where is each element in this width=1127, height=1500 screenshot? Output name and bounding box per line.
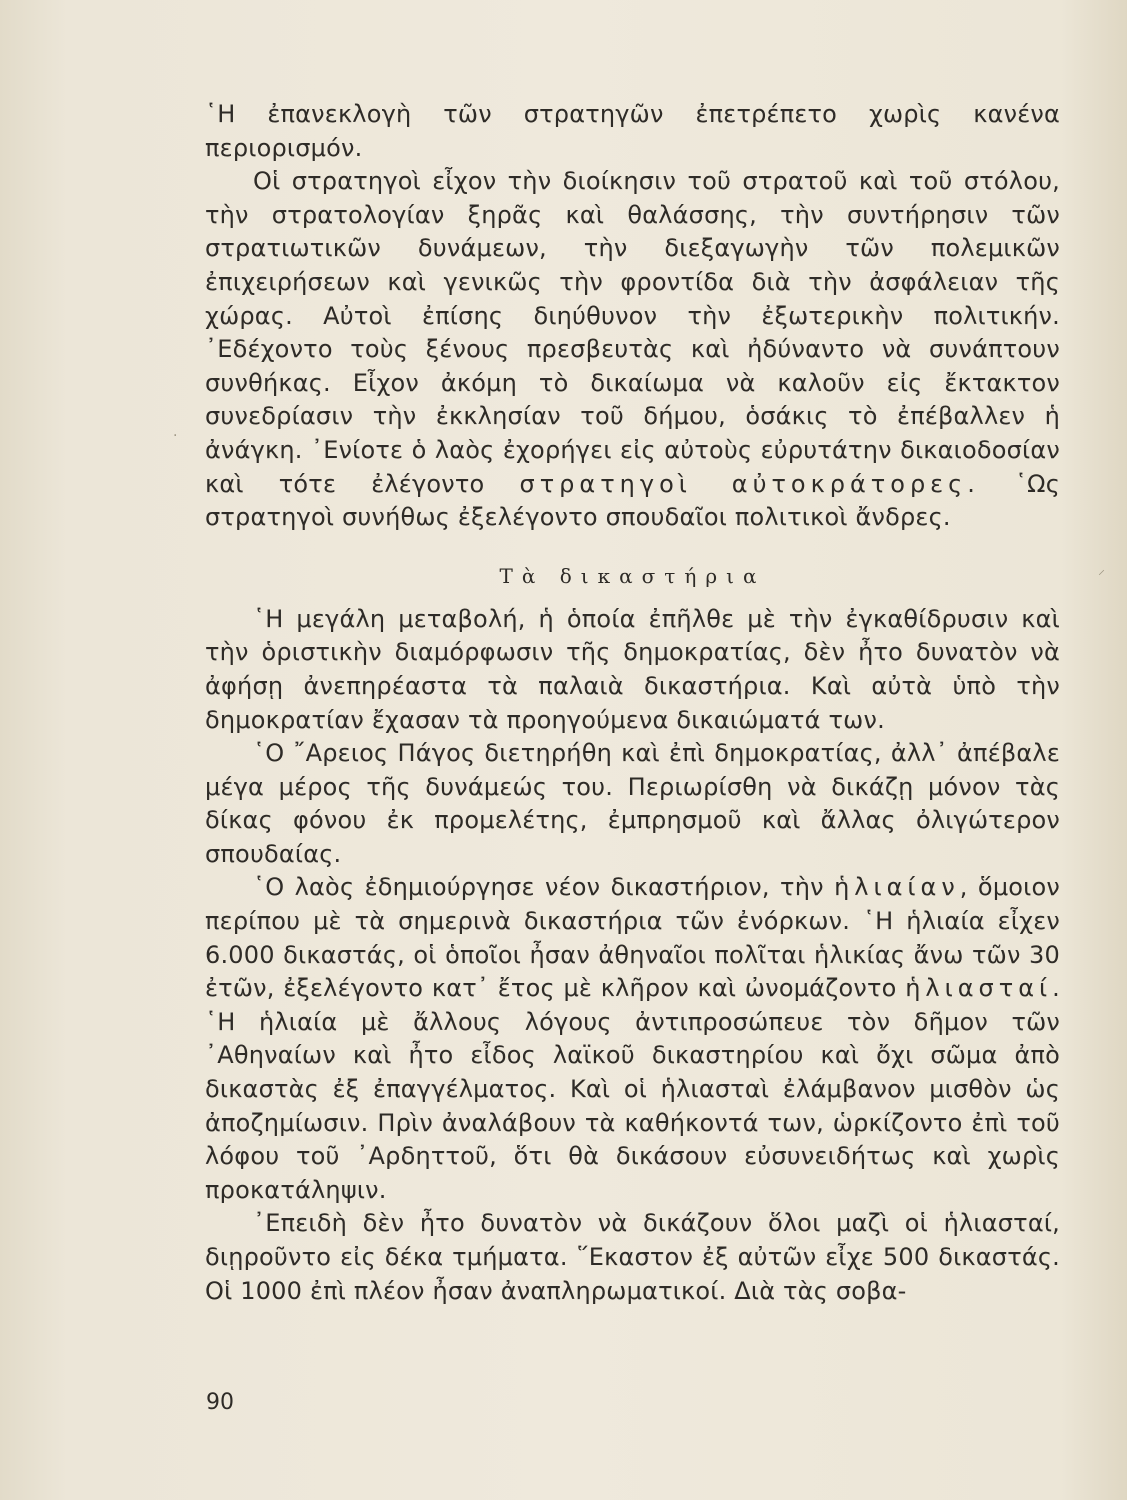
paragraph-5 xyxy=(205,871,1060,1207)
paragraph-3: ῾Η μεγάλη μεταβολή, ἡ ὁποία ἐπῆλθε μὲ τὴν ἐγκαθίδρυσιν καὶ τὴν ὁριστικὴν διαμόρφωσιν τῆς δημοκρατίας, δὲν ἦτο δυνατὸν νὰ ἀφήσῃ ἀνεπηρέαστα τὰ παλαιὰ δικαστήρια. Καὶ αὐτὰ ὑπὸ τὴν δημοκρατίαν ἔχασαν τὰ προηγούμενα δικαιώματά των. xyxy=(205,604,1060,734)
paragraph-5-part-1: ῾Ο λαὸς ἐδημιούργησε νέον δικαστήριον, τὴν xyxy=(253,873,824,902)
paragraph-2-text: Οἱ στρατηγοὶ εἶχον τὴν διοίκησιν τοῦ στρατοῦ καὶ τοῦ στόλου, τὴν στρατολογίαν ξηρᾶς καὶ θαλάσσης, τὴν συντήρησιν τῶν στρατιωτικῶν δυνάμεων, τὴν διεξαγωγὴν τῶν πολεμικῶν ἐπιχειρήσεων καὶ γενικῶς τὴν φροντίδα διὰ τὴν ἀσφάλειαν τῆς χώρας. Αὐτοὶ ἐπίσης διηύθυνον τὴν ἐξωτερικὴν πολιτικήν. ᾿Εδέχοντο τοὺς ξένους πρεσβευτὰς καὶ ἠδύναντο νὰ συνάπτουν συνθήκας. Εἶχον ἀκόμη τὸ δικαίωμα νὰ καλοῦν εἰς ἔκτακτον συνεδρίασιν τὴν ἐκκλησίαν τοῦ δήμου, ὁσάκις τὸ ἐπέβαλλεν ἡ ἀνάγκη. ᾿Ενίοτε ὁ λαὸς ἐχορήγει εἰς αὐτοὺς εὐρυτάτην δικαιοδοσίαν καὶ τότε ἐλέγοντο xyxy=(205,167,1060,498)
paragraph-4: ῾Ο ῎Αρειος Πάγος διετηρήθη καὶ ἐπὶ δημοκρατίας, ἀλλ᾿ ἀπέβαλε μέγα μέρος τῆς δυνάμεώς του. Περιωρίσθη νὰ δικάζῃ μόνον τὰς δίκας φόνου ἐκ προμελέτης, ἐμπρησμοῦ καὶ ἄλλας ὀλιγώτερον σπουδαίας. xyxy=(205,739,1060,868)
margin-mark-left: · xyxy=(173,428,178,444)
margin-mark-right: ⸝ xyxy=(1098,562,1105,578)
paragraph-5-part-2: , ὅμοιον περίπου μὲ τὰ σημερινὰ δικαστήρια τῶν ἐνόρκων. ῾Η ἡλιαία εἶχεν 6.000 δικαστάς, οἱ ὁποῖοι ἦσαν ἀθηναῖοι πολῖται ἡλικίας ἄνω τῶν 30 ἐτῶν, ἐξελέγοντο κατ᾿ ἔτος μὲ κλῆρον καὶ ὠνομάζοντο xyxy=(205,873,1060,1003)
paragraph-6: ᾿Επειδὴ δὲν ἦτο δυνατὸν νὰ δικάζουν ὅλοι μαζὶ οἱ ἡλιασταί, διῃροῦντο εἰς δέκα τμήματα. ῞Εκαστον ἐξ αὐτῶν εἶχε 500 δικαστάς. Οἱ 1000 ἐπὶ πλέον ἦσαν ἀναπληρωματικοί. Διὰ τὰς σοβα- xyxy=(205,1209,1060,1305)
paragraph-5-part-3: . ῾Η ἡλιαία μὲ ἄλλους λόγους ἀντιπροσώπευε τὸν δῆμον τῶν ᾿Αθηναίων καὶ ἦτο εἶδος λαϊκοῦ δικαστηρίου καὶ ὄχι σῶμα ἀπὸ δικαστὰς ἐξ ἐπαγγέλματος. Καὶ οἱ ἡλιασταὶ ἐλάμβανον μισθὸν ὡς ἀποζημίωσιν. Πρὶν ἀναλάβουν τὰ καθήκοντά των, ὡρκίζοντο ἐπὶ τοῦ λόφου τοῦ ᾿Αρδηττοῦ, ὅτι θὰ δικάσουν εὐσυνειδήτως καὶ χωρὶς προκατάληψιν. xyxy=(205,974,1060,1204)
emphasis-heliaia: ἡλιαίαν xyxy=(834,873,960,902)
page-number: 90 xyxy=(206,1390,234,1415)
paragraph-2-end: ῾Ως στρατηγοὶ συνήθως ἐξελέγοντο σπουδαῖοι πολιτικοὶ ἄνδρες. xyxy=(205,469,1060,532)
section-heading: Τὰ δικαστήρια xyxy=(499,563,766,588)
body-text xyxy=(205,98,1060,1308)
paragraph-2 xyxy=(205,165,1060,535)
emphasis-heliastai: ἡλιασταί xyxy=(905,974,1053,1003)
emphasis-strategoi-autokratores: στρατηγοὶ αὐτοκράτορες. xyxy=(519,469,980,498)
paragraph-1: ῾Η ἐπανεκλογὴ τῶν στρατηγῶν ἐπετρέπετο χωρὶς κανένα περιορισμόν. xyxy=(205,100,1060,162)
